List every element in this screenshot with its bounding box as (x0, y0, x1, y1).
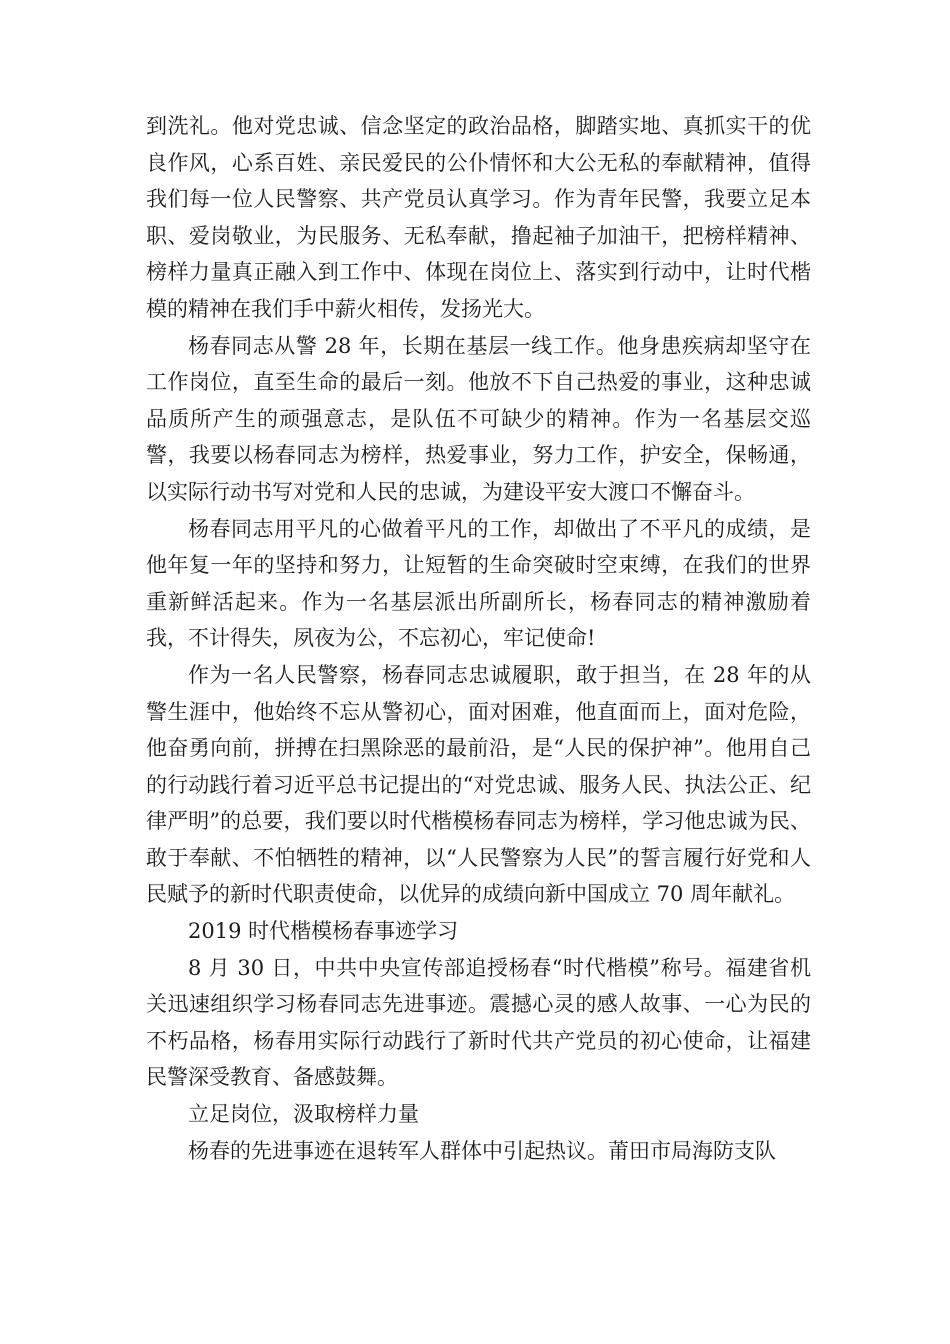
paragraph-6: 杨春的先进事迹在退转军人群体中引起热议。莆田市局海防支队 (188, 1138, 776, 1163)
paragraph-3: 杨春同志用平凡的心做着平凡的工作，却做出了不平凡的成绩，是他年复一年的坚持和努力，让短暂的生命突破时空束缚，在我们的世界重新鲜活起来。作为一名基层派出所副所长，杨春同志的精神激励着我，不计得失，夙夜为公，不忘初心，牢记使命! (146, 516, 811, 651)
section-heading: 2019 时代楷模杨春事迹学习 (188, 919, 459, 944)
paragraph-2: 杨春同志从警 28 年，长期在基层一线工作。他身患疾病却坚守在工作岗位，直至生命的最后一刻。他放不下自己热爱的事业，这种忠诚品质所产生的顽强意志，是队伍不可缺少的精神。作为一名基层交巡警，我要以杨春同志为榜样，热爱事业，努力工作，护安全，保畅通，以实际行动书写对党和人民的忠诚，为建设平安大渡口不懈奋斗。 (146, 333, 811, 504)
subheading: 立足岗位，汲取榜样力量 (188, 1102, 419, 1127)
paragraph-1: 到洗礼。他对党忠诚、信念坚定的政治品格，脚踏实地、真抓实干的优良作风，心系百姓、亲民爱民的公仆情怀和大公无私的奉献精神，值得我们每一位人民警察、共产党员认真学习。作为青年民警，我要立足本职、爱岗敬业，为民服务、无私奉献，撸起袖子加油干，把榜样精神、榜样力量真正融入到工作中、体现在岗位上、落实到行动中，让时代楷模的精神在我们手中薪火相传，发扬光大。 (146, 114, 811, 321)
paragraph-4: 作为一名人民警察，杨春同志忠诚履职，敢于担当，在 28 年的从警生涯中，他始终不忘从警初心，面对困难，他直面而上，面对危险，他奋勇向前，拼搏在扫黑除恶的最前沿，是“人民的保护神”。他用自己的行动践行着习近平总书记提出的“对党忠诚、服务人民、执法公正、纪律严明”的总要，我们要以时代楷模杨春同志为榜样，学习他忠诚为民、敢于奉献、不怕牺牲的精神，以“人民警察为人民”的誓言履行好党和人民赋予的新时代职责使命，以优异的成绩向新中国成立 70 周年献礼。 (146, 662, 811, 907)
document-body (146, 108, 811, 1169)
paragraph-5: 8 月 30 日，中共中央宣传部追授杨春“时代楷模”称号。福建省机关迅速组织学习杨春同志先进事迹。震撼心灵的感人故事、一心为民的不朽品格，杨春用实际行动践行了新时代共产党员的初心使命，让福建民警深受教育、备感鼓舞。 (146, 955, 811, 1090)
